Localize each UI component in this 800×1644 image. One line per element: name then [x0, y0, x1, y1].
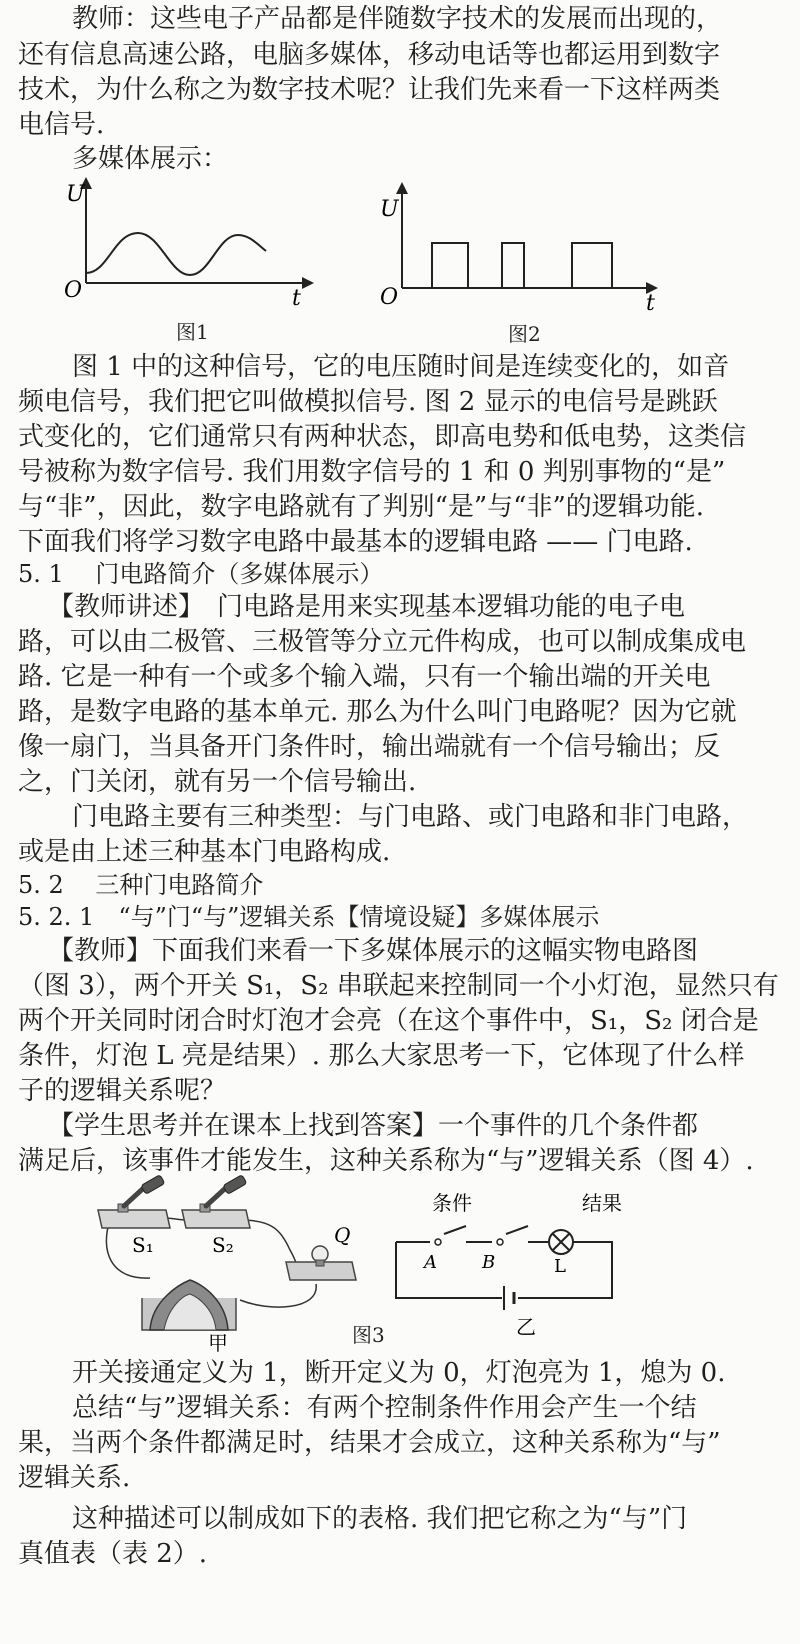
text-line: 总结“与”逻辑关系：有两个控制条件作用会产生一个结: [72, 1393, 697, 1423]
text-line: 路. 它是一种有一个或多个输入端，只有一个输出端的开关电: [18, 662, 711, 692]
section-heading-5-1: 5. 1 门电路简介（多媒体展示）: [18, 560, 384, 588]
lamp-l-label: L: [554, 1256, 566, 1277]
y-axis-label: U: [66, 182, 85, 207]
text-line: 【教师】下面我们来看一下多媒体展示的这幅实物电路图: [48, 936, 699, 966]
text-line: 电信号.: [18, 110, 105, 140]
figure-3-physical-circuit: [90, 1180, 380, 1355]
figure-yi-label: 乙: [516, 1315, 536, 1339]
text-line: 真值表（表 2）.: [18, 1539, 208, 1569]
text-line: 【教师讲述】 门电路是用来实现基本逻辑功能的电子电: [48, 592, 686, 622]
text-line: 开关接通定义为 1，断开定义为 0，灯泡亮为 1，熄为 0.: [72, 1358, 726, 1388]
switch-a-label: A: [424, 1252, 437, 1273]
text-line: 图 1 中的这种信号，它的电压随时间是连续变化的，如音: [72, 352, 730, 382]
origin-label: O: [380, 285, 399, 310]
figure-jia-label: 甲: [208, 1331, 228, 1355]
result-label: 结果: [582, 1191, 622, 1215]
x-axis-label: t: [292, 286, 301, 311]
text-line: 或是由上述三种基本门电路构成.: [18, 837, 391, 867]
figure-1-caption: 图1: [176, 320, 209, 344]
section-heading-5-2: 5. 2 三种门电路简介: [18, 871, 264, 899]
switch-s2-label: S₂: [212, 1233, 234, 1257]
figure-1-analog-signal: [40, 175, 330, 311]
text-line: （图 3），两个开关 S₁，S₂ 串联起来控制同一个小灯泡，显然只有: [18, 971, 779, 1001]
text-line: 像一扇门，当具备开门条件时，输出端就有一个信号输出；反: [18, 732, 721, 762]
text-line: 条件，灯泡 L 亮是结果）. 那么大家思考一下，它体现了什么样: [18, 1041, 745, 1071]
text-line: 下面我们将学习数字电路中最基本的逻辑电路 —— 门电路.: [18, 527, 693, 557]
text-line: 还有信息高速公路，电脑多媒体，移动电话等也都运用到数字: [18, 40, 721, 70]
text-line: 门电路主要有三种类型：与门电路、或门电路和非门电路，: [72, 802, 749, 832]
text-line: 果，当两个条件都满足时，结果才会成立，这种关系称为“与”: [18, 1428, 721, 1458]
text-line: 两个开关同时闭合时灯泡才会亮（在这个事件中，S₁，S₂ 闭合是: [18, 1006, 759, 1036]
text-line: 教师：这些电子产品都是伴随数字技术的发展而出现的，: [72, 4, 723, 34]
text-line: 号被称为数字信号. 我们用数字信号的 1 和 0 判别事物的“是”: [18, 457, 726, 487]
switch-b-label: B: [482, 1252, 496, 1273]
switch-s1-label: S₁: [132, 1233, 154, 1257]
text-line: 频电信号，我们把它叫做模拟信号. 图 2 显示的电信号是跳跃: [18, 387, 718, 417]
y-axis-label: U: [380, 197, 399, 222]
figure-2-digital-signal: [360, 180, 670, 316]
text-line: 逻辑关系.: [18, 1463, 131, 1493]
section-heading-5-2-1: 5. 2. 1 “与”门“与”逻辑关系【情境设疑】多媒体展示: [18, 903, 600, 931]
text-line: 与“非”，因此，数字电路就有了判别“是”与“非”的逻辑功能.: [18, 492, 705, 522]
x-axis-label: t: [646, 291, 655, 316]
text-line: 子的逻辑关系呢？: [18, 1076, 227, 1106]
figure-3-schematic: [390, 1188, 630, 1338]
figure-3-caption: 图3: [352, 1323, 385, 1347]
text-line: 【学生思考并在课本上找到答案】一个事件的几个条件都: [48, 1111, 699, 1141]
condition-label: 条件: [432, 1191, 472, 1215]
text-line: 式变化的，它们通常只有两种状态，即高电势和低电势，这类信: [18, 422, 747, 452]
text-line: 技术，为什么称之为数字技术呢？让我们先来看一下这样两类: [18, 75, 721, 105]
origin-label: O: [64, 278, 83, 303]
text-line: 路，是数字电路的基本单元. 那么为什么叫门电路呢？因为它就: [18, 697, 737, 727]
text-line: 之，门关闭，就有另一个信号输出.: [18, 767, 417, 797]
text-line: 满足后，该事件才能发生，这种关系称为“与”逻辑关系（图 4）.: [18, 1146, 754, 1176]
figure-2-caption: 图2: [508, 322, 541, 346]
lamp-q-label: Q: [334, 1223, 351, 1247]
text-line: 路，可以由二极管、三极管等分立元件构成，也可以制成集成电: [18, 627, 747, 657]
text-line: 这种描述可以制成如下的表格. 我们把它称之为“与”门: [72, 1504, 688, 1534]
multimedia-label: 多媒体展示：: [72, 144, 229, 174]
